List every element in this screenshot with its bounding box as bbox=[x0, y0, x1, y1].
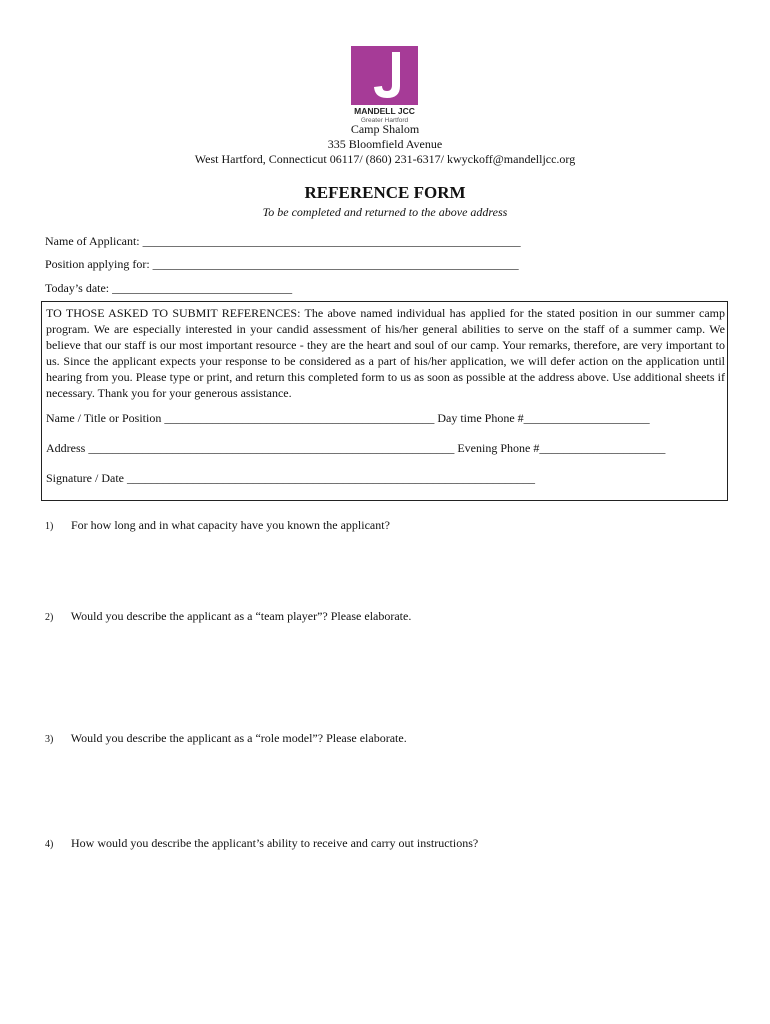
notice-text: TO THOSE ASKED TO SUBMIT REFERENCES: The above named individual has applied for the stated position in our summer camp program. We are especially interested in your candid assessment of his/her general abilities to serve on the staff of a summer camp. We believe that our staff is our most important resource - they are the heart and soul of our camp. Your remarks, therefore, are very important to us. Since the applicant expects your response to be considered as a part of his/her application, we will defer action on the application until hearing from you. Please type or print, and return this completed form to us as soon as possible at the address above. Use additional sheets if necessary. Thank you for your generous assistance. bbox=[46, 306, 725, 400]
question-number: 1) bbox=[45, 521, 54, 532]
name-title-phone-field[interactable]: Name / Title or Position _____________________________________________ Day time Phone #_____________________ bbox=[46, 411, 650, 425]
question-text: How would you describe the applicant’s ability to receive and carry out instructions? bbox=[71, 836, 479, 850]
applicant-name-field[interactable]: Name of Applicant: _______________________________________________________________ bbox=[45, 234, 521, 248]
todays-date-field[interactable]: Today’s date: ______________________________ bbox=[45, 281, 293, 295]
question-3 bbox=[45, 731, 407, 747]
reference-notice-box bbox=[41, 301, 728, 501]
address-evening-phone-field[interactable]: Address _____________________________________________________________ Evening Phone #_____________________ bbox=[46, 441, 666, 455]
question-text: Would you describe the applicant as a “team player”? Please elaborate. bbox=[70, 609, 412, 623]
mandell-jcc-logo bbox=[351, 46, 419, 124]
street-address: 335 Bloomfield Avenue bbox=[327, 137, 443, 151]
question-1 bbox=[45, 518, 390, 534]
signature-date-field[interactable]: Signature / Date ____________________________________________________________________ bbox=[46, 471, 535, 485]
question-2 bbox=[45, 609, 411, 625]
question-number: 3) bbox=[45, 734, 54, 745]
camp-name: Camp Shalom bbox=[350, 122, 420, 136]
question-text: For how long and in what capacity have you known the applicant? bbox=[71, 518, 390, 532]
question-number: 4) bbox=[45, 839, 54, 850]
form-subtitle: To be completed and returned to the above address bbox=[262, 205, 508, 219]
logo-name: MANDELL JCC bbox=[354, 106, 415, 116]
form-title: REFERENCE FORM bbox=[304, 183, 466, 202]
logo-tagline: Greater Hartford bbox=[360, 117, 409, 124]
question-text: Would you describe the applicant as a “role model”? Please elaborate. bbox=[70, 731, 407, 745]
contact-info: West Hartford, Connecticut 06117/ (860) 231-6317/ kwyckoff@mandelljcc.org bbox=[194, 152, 576, 166]
question-4 bbox=[45, 836, 478, 852]
question-number: 2) bbox=[45, 612, 54, 623]
position-field[interactable]: Position applying for: _____________________________________________________________ bbox=[45, 257, 519, 271]
logo-graphic bbox=[351, 46, 419, 124]
